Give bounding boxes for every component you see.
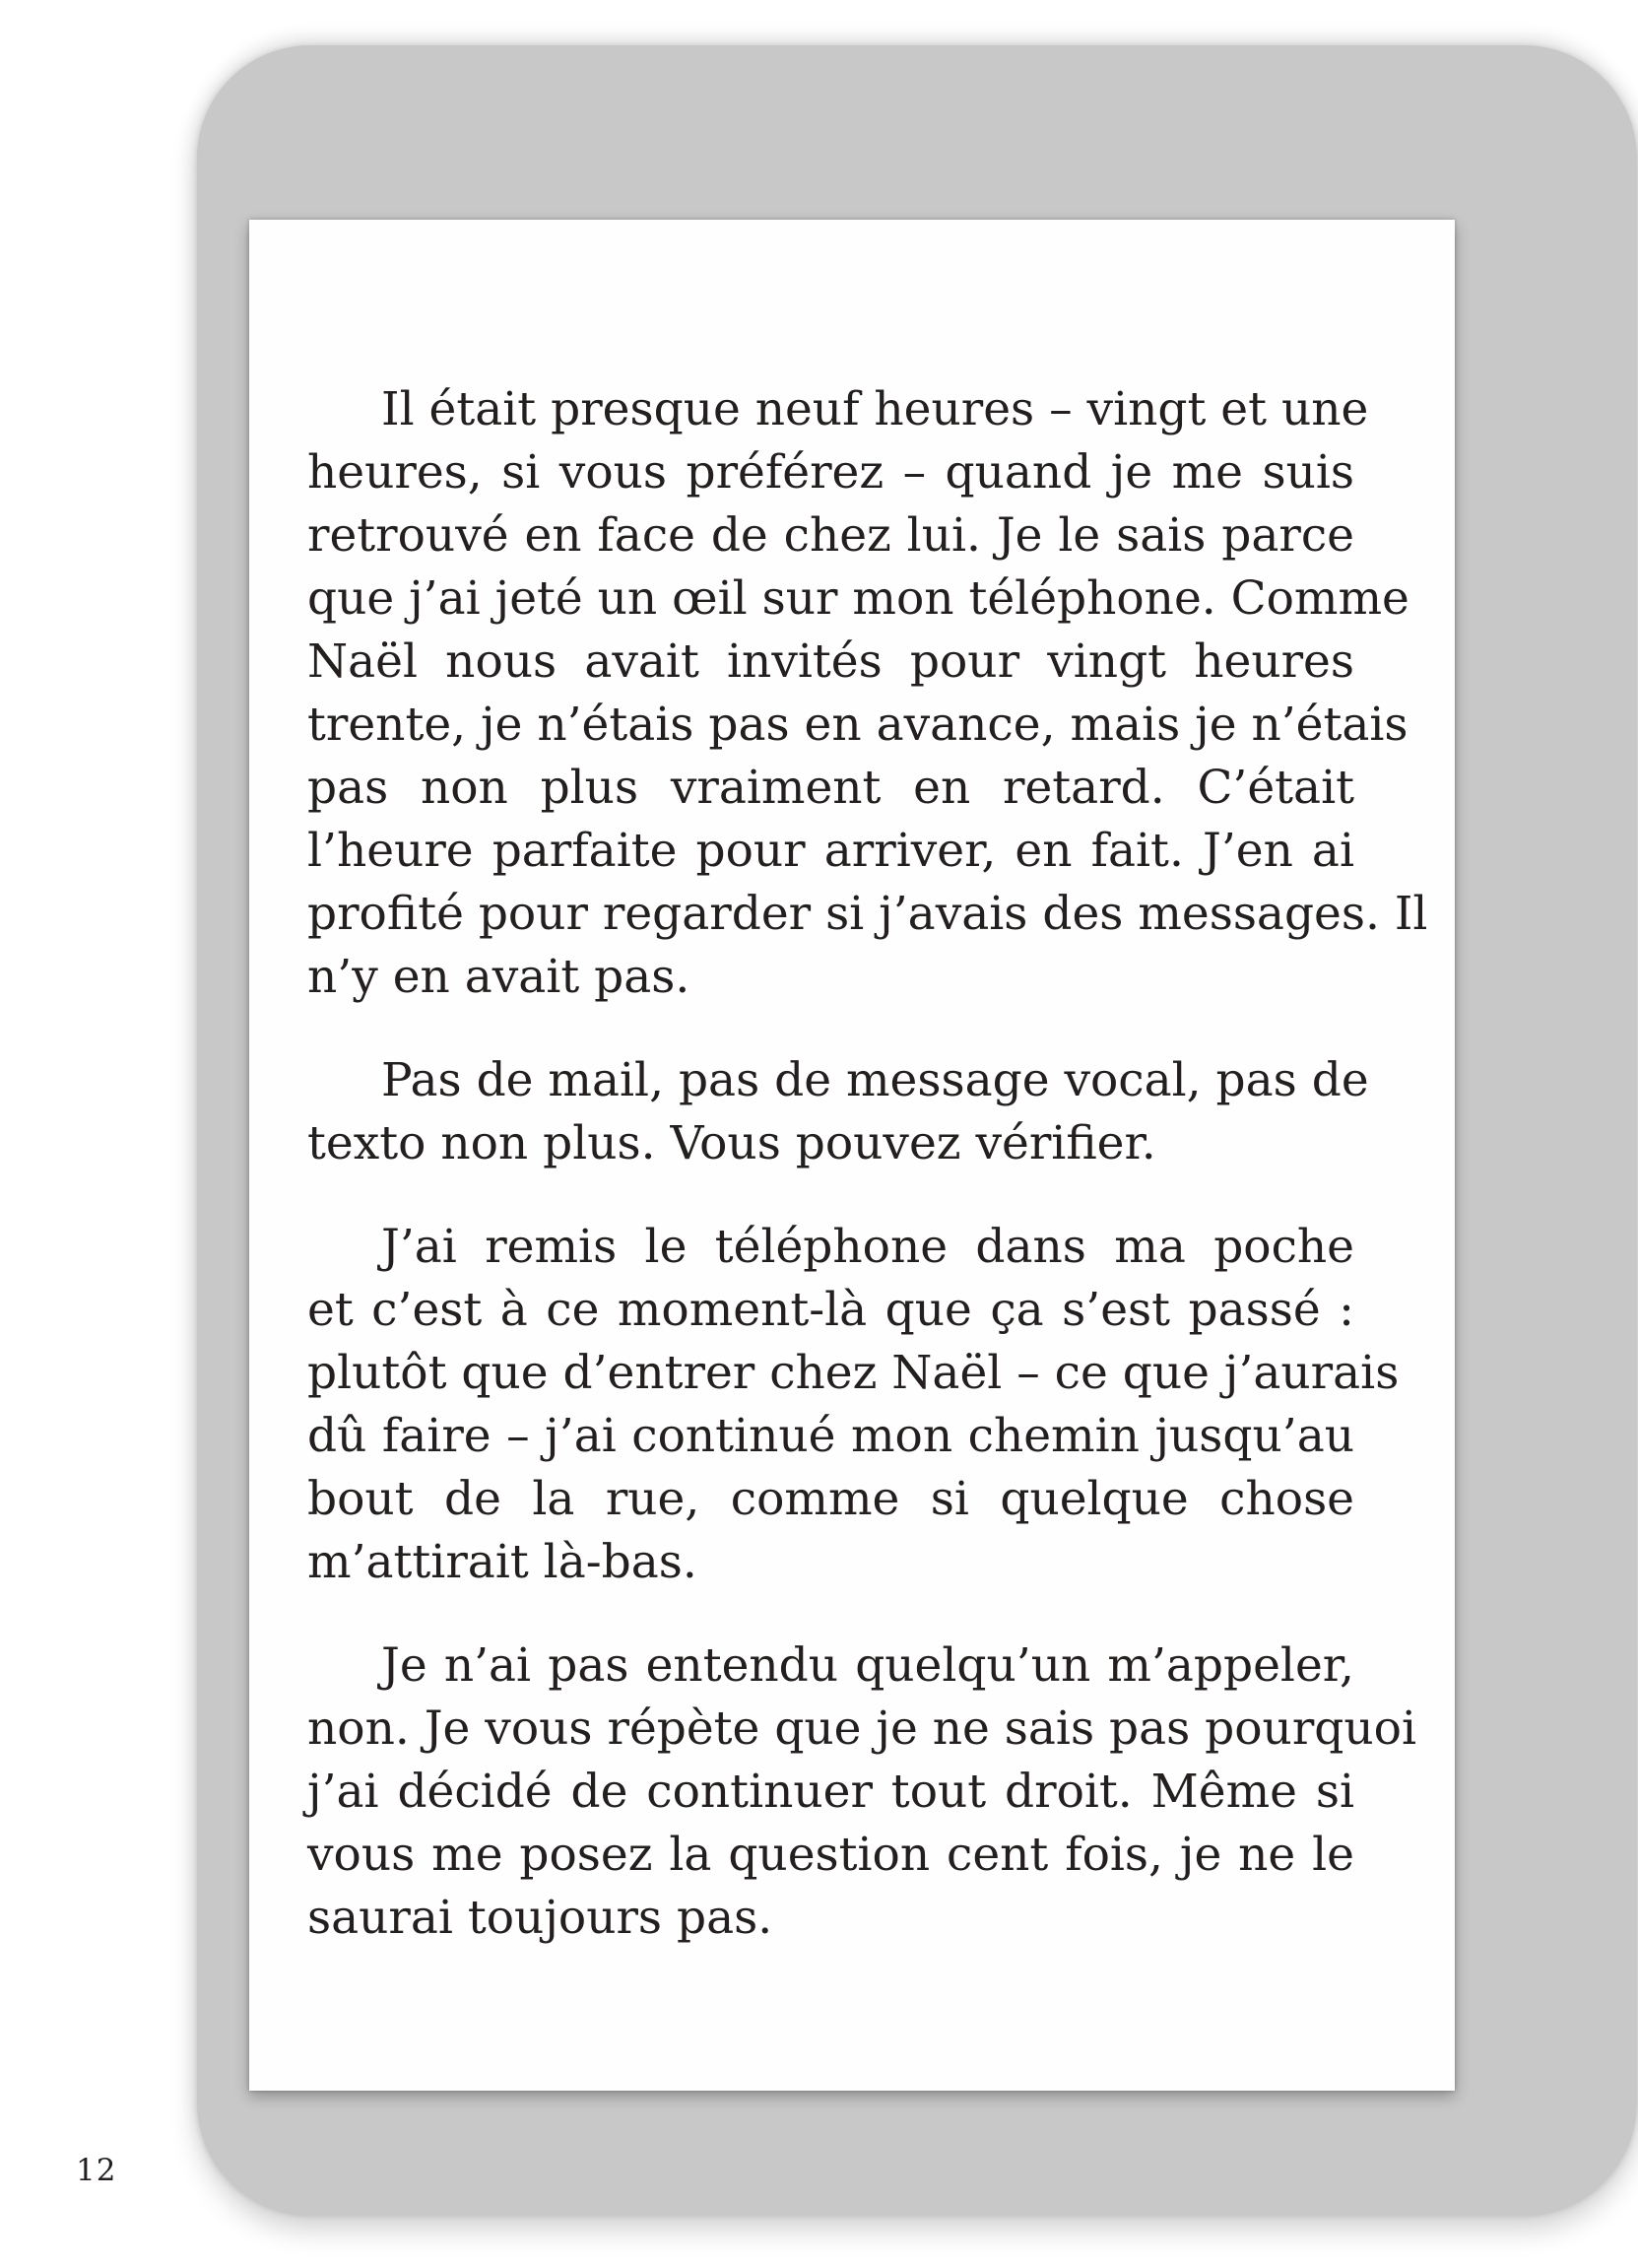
page-text (307, 378, 1428, 1950)
text-line: heures, si vous préférez – quand je me suis (307, 445, 1354, 500)
text-line: l’heure parfaite pour arriver, en fait. J’en ai (307, 824, 1354, 878)
paragraph (307, 1216, 1400, 1594)
page-number: 12 (76, 2153, 117, 2188)
text-line: J’ai remis le téléphone dans ma poche (381, 1220, 1354, 1274)
text-line: j’ai décidé de continuer tout droit. Même si (307, 1765, 1354, 1819)
ereader-device-frame (197, 45, 1637, 2216)
text-line: pas non plus vraiment en retard. C’était (307, 761, 1354, 815)
text-line: n’y en avait pas. (307, 950, 690, 1004)
text-line: bout de la rue, comme si quelque chose (307, 1472, 1354, 1526)
text-line: Pas de mail, pas de message vocal, pas de (381, 1053, 1369, 1107)
text-line: plutôt que d’entrer chez Naël – ce que j’aurais (307, 1346, 1400, 1400)
text-line: trente, je n’étais pas en avance, mais je n’étais (307, 698, 1409, 752)
paragraph (307, 1049, 1369, 1175)
text-line: profité pour regarder si j’avais des messages. Il (307, 887, 1428, 941)
text-line: dû faire – j’ai continué mon chemin jusqu’au (307, 1409, 1354, 1463)
text-line: saurai toujours pas. (307, 1891, 773, 1945)
paragraph (307, 1634, 1416, 1950)
paragraph (307, 378, 1428, 1009)
text-line: Naël nous avait invités pour vingt heures (307, 634, 1354, 689)
text-line: m’attirait là-bas. (307, 1535, 697, 1589)
text-line: et c’est à ce moment-là que ça s’est passé : (307, 1283, 1354, 1337)
text-line: retrouvé en face de chez lui. Je le sais parce (307, 508, 1354, 563)
text-line: vous me posez la question cent fois, je ne le (307, 1828, 1354, 1882)
text-line: non. Je vous répète que je ne sais pas pourquoi (307, 1701, 1416, 1756)
text-line: Je n’ai pas entendu quelqu’un m’appeler, (381, 1638, 1354, 1693)
text-line: Il était presque neuf heures – vingt et une (381, 382, 1369, 436)
text-line: texto non plus. Vous pouvez vérifier. (307, 1116, 1156, 1170)
text-line: que j’ai jeté un œil sur mon téléphone. Comme (307, 571, 1409, 626)
book-page (249, 220, 1455, 2091)
